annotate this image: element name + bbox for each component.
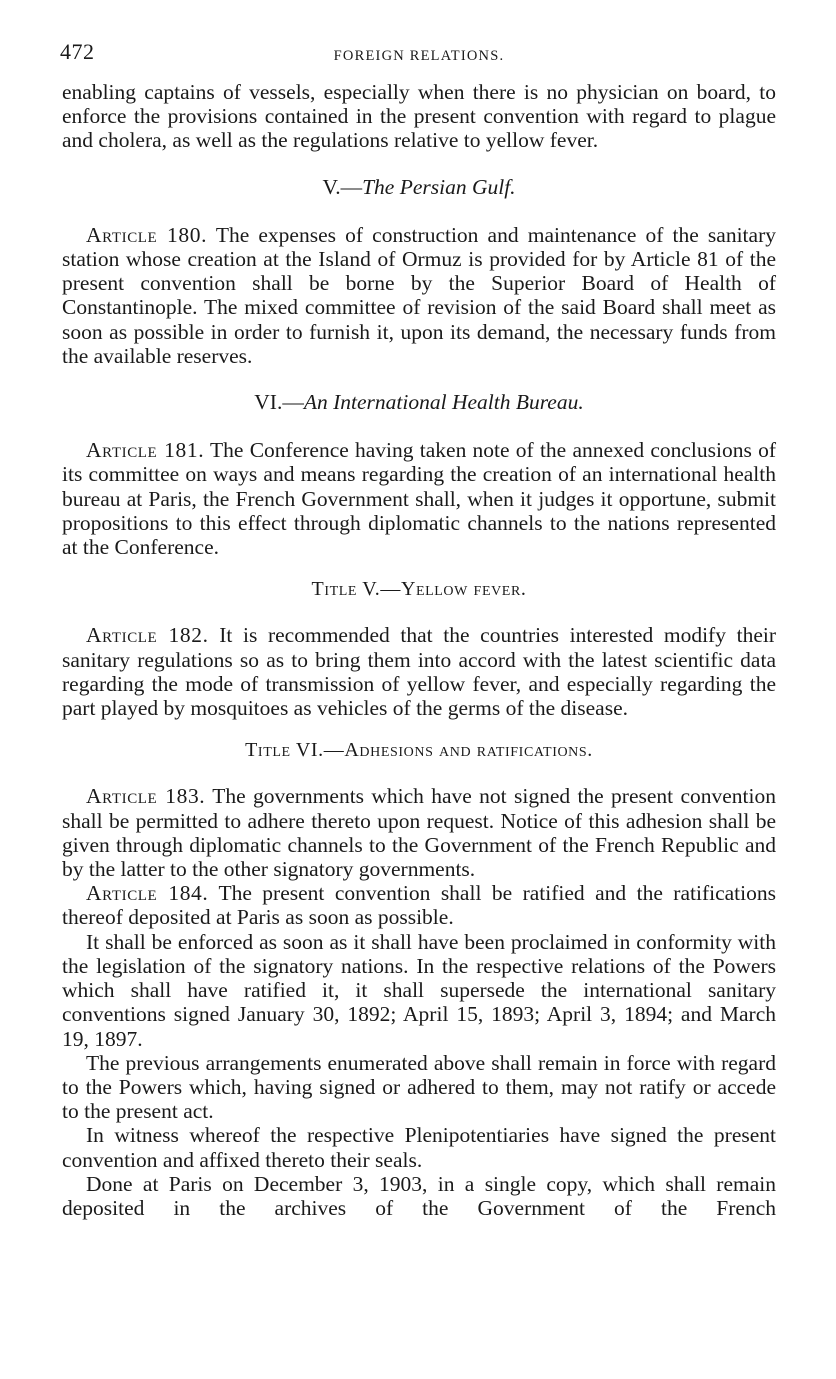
- article-text: It is recommended that the countries interested modify their sanitary regulations so as to bring them into accord with the latest scientific data regarding the mode of transmission of yellow fever, and especially regarding the part played by mosquitoes as vehicles of the germs of the disease.: [62, 623, 776, 721]
- article-label: Article 182.: [86, 623, 209, 648]
- article-text: The governments which have not signed the present convention shall be permitted to adhere thereto upon request. Notice of this adhesion shall be given through diplomatic channels to the Government of the French Republic and by the latter to the other signatory governments.: [62, 784, 776, 882]
- article-label: Article 183.: [86, 784, 206, 809]
- document-page: [62, 40, 776, 1220]
- page-header: [62, 40, 776, 68]
- previous-arrangements-paragraph: The previous arrangements enumerated above shall remain in force with regard to the Powers which, having signed or adhered to them, may not ratify or accede to the present act.: [62, 1050, 776, 1124]
- article-label: Article 184.: [86, 881, 209, 906]
- section-title: An International Health Bureau.: [303, 390, 584, 415]
- section-heading-health-bureau: [62, 390, 776, 414]
- title-heading-yellow-fever: Title V.—Yellow fever.: [311, 578, 527, 601]
- page-number: 472: [60, 39, 95, 64]
- section-number: V.—: [322, 174, 363, 199]
- done-at-paris-paragraph: Done at Paris on December 3, 1903, in a single copy, which shall remain deposited in the archives of the Government of the French: [62, 1171, 776, 1220]
- article-184-paragraph: [62, 881, 776, 929]
- section-number: VI.—: [254, 390, 304, 415]
- article-text: The expenses of construction and maintenance of the sanitary station whose creation at the Island of Ormuz is provided for by Article 81 of the present convention shall be borne by the Superior Board of Health of Constantinople. The mixed committee of revision of the said Board shall meet as soon as possible in order to furnish it, upon its demand, the necessary funds from the available reserves.: [62, 222, 776, 368]
- article-label: Article 180.: [86, 222, 208, 247]
- article-181-paragraph: [62, 438, 776, 559]
- article-label: Article 181.: [86, 438, 205, 463]
- continuation-paragraph: enabling captains of vessels, especially when there is no physician on board, to enforce the provisions contained in the present convention with regard to plague and cholera, as well as the regulations relative to yellow fever.: [62, 80, 776, 153]
- witness-paragraph: In witness whereof the respective Plenipotentiaries have signed the present convention and affixed thereto their seals.: [62, 1123, 776, 1172]
- article-text: The Conference having taken note of the annexed conclusions of its committee on ways and means regarding the creation of an international health bureau at Paris, the French Government shall, when it judges it opportune, submit propositions to this effect through diplomatic channels to the nations represented at the Conference.: [62, 438, 776, 560]
- title-heading-adhesions: Title VI.—Adhesions and ratifications.: [245, 739, 593, 762]
- enforcement-paragraph: It shall be enforced as soon as it shall have been proclaimed in conformity with the legislation of the signatory nations. In the respective relations of the Powers which shall have ratified it, it shall supersede the international sanitary conventions signed January 30, 1892; April 15, 1893; April 3, 1894; and March 19, 1897.: [62, 929, 776, 1051]
- article-180-paragraph: [62, 223, 776, 368]
- running-title: FOREIGN RELATIONS.: [333, 48, 505, 64]
- section-title: The Persian Gulf.: [362, 174, 516, 199]
- article-182-paragraph: [62, 623, 776, 720]
- article-183-paragraph: [62, 784, 776, 881]
- article-text: The present convention shall be ratified and the ratifications thereof deposited at Paris as soon as possible.: [62, 881, 776, 930]
- section-heading-persian-gulf: [62, 175, 776, 199]
